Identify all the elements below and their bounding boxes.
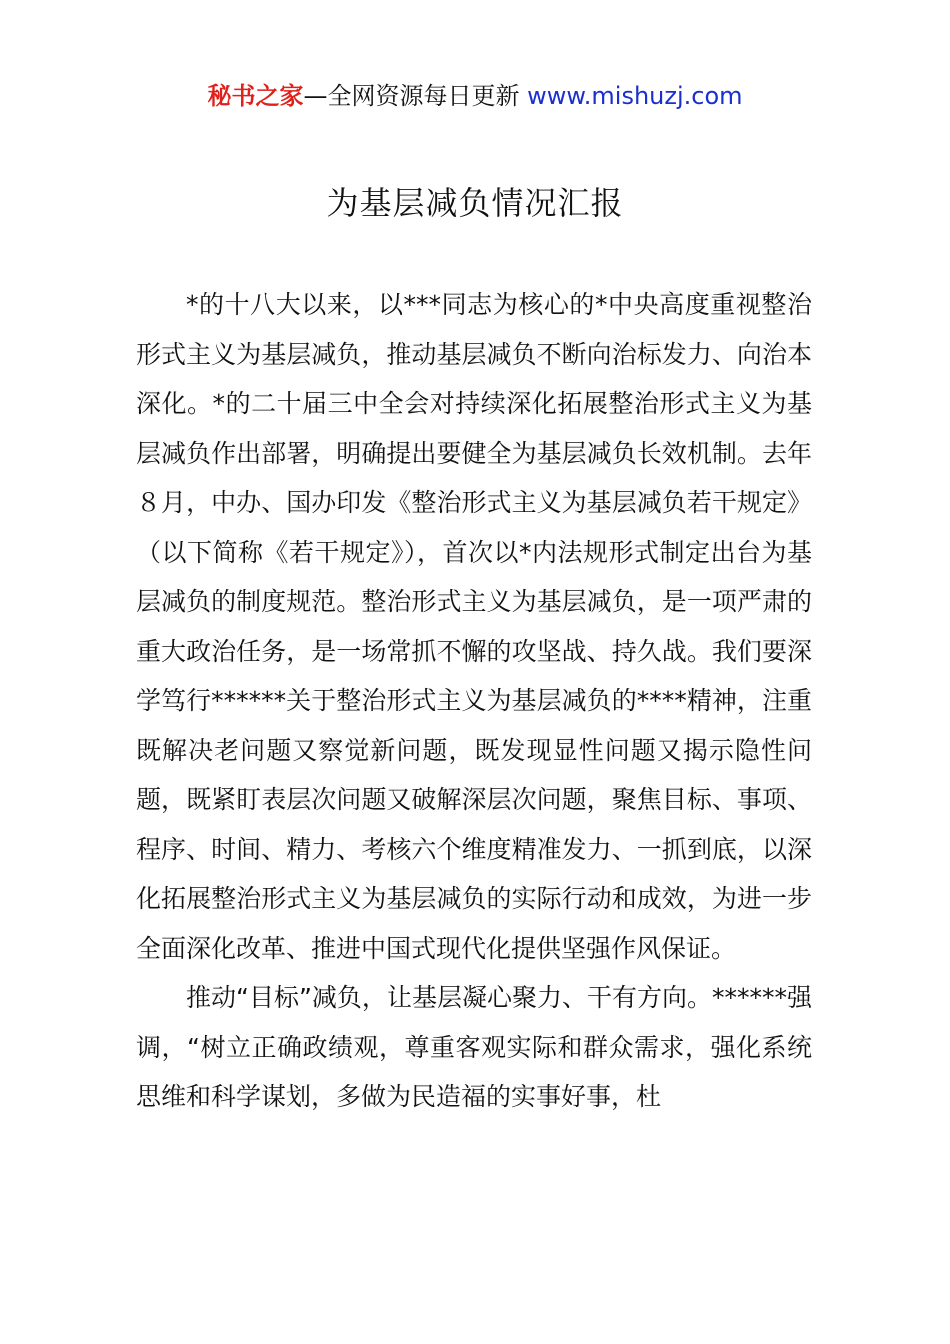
site-tagline: —全网资源每日更新	[303, 82, 520, 110]
site-header	[0, 80, 950, 112]
site-brand: 秘书之家	[207, 82, 304, 110]
body-paragraph: 推动“目标”减负，让基层凝心聚力、干有方向。******强调，“树立正确政绩观，尊重客观实际和群众需求，强化系统思维和科学谋划，多做为民造福的实事好事，杜	[136, 983, 812, 1111]
document-title: 为基层减负情况汇报	[326, 184, 624, 222]
body-paragraph: *的十八大以来，以***同志为核心的*中央高度重视整治形式主义为基层减负，推动基层减负不断向治标发力、向治本深化。*的二十届三中全会对持续深化拓展整治形式主义为基层减负作出部署，明确提出要健全为基层减负长效机制。去年８月，中办、国办印发《整治形式主义为基层减负若干规定》（以下简称《若干规定》），首次以*内法规形式制定出台为基层减负的制度规范。整治形式主义为基层减负，是一项严肃的重大政治任务，是一场常抓不懈的攻坚战、持久战。我们要深学笃行******关于整治形式主义为基层减负的****精神，注重既解决老问题又察觉新问题，既发现显性问题又揭示隐性问题，既紧盯表层次问题又破解深层次问题，聚焦目标、事项、程序、时间、精力、考核六个维度精准发力、一抓到底，以深化拓展整治形式主义为基层减负的实际行动和成效，为进一步全面深化改革、推进中国式现代化提供坚强作风保证。	[136, 290, 812, 963]
document-body	[136, 280, 812, 1122]
site-url-link[interactable]: www.mishuzj.com	[527, 82, 743, 110]
